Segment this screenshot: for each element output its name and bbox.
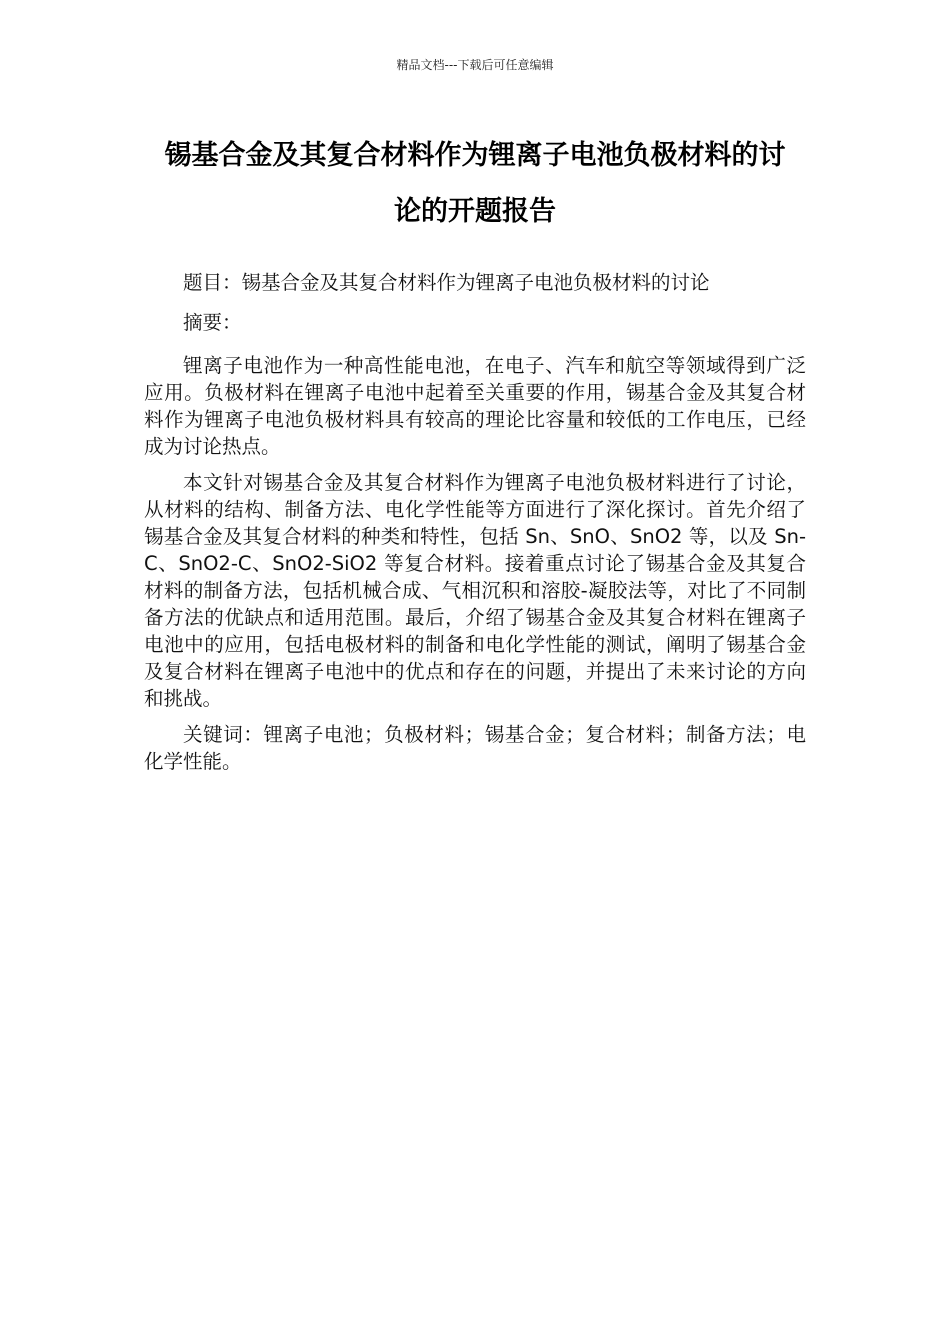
abstract-label: 摘要： <box>183 311 242 334</box>
document-title-line-2: 论的开题报告 <box>394 196 556 227</box>
document-body <box>144 269 806 784</box>
abstract-paragraph: 锂离子电池作为一种高性能电池，在电子、汽车和航空等领域得到广泛应用。负极材料在锂离子电池中起着至关重要的作用，锡基合金及其复合材料作为锂离子电池负极材料具有较高的理论比容量和较低的工作电压，已经成为讨论热点。 <box>144 354 806 458</box>
topic-line: 题目：锡基合金及其复合材料作为锂离子电池负极材料的讨论 <box>183 271 710 294</box>
page-header-note: 精品文档---下载后可任意编辑 <box>396 58 554 72</box>
keywords-line: 关键词：锂离子电池；负极材料；锡基合金；复合材料；制备方法；电化学性能。 <box>144 723 806 773</box>
document-title-line-1: 锡基合金及其复合材料作为锂离子电池负极材料的讨 <box>164 140 786 171</box>
abstract-paragraph: 本文针对锡基合金及其复合材料作为锂离子电池负极材料进行了讨论，从材料的结构、制备方法、电化学性能等方面进行了深化探讨。首先介绍了锡基合金及其复合材料的种类和特性，包括 Sn、SnO、SnO2 等，以及 Sn-C、SnO2-C、SnO2-SiO2 等复合材料。接着重点讨论了锡基合金及其复合材料的制备方法，包括机械合成、气相沉积和溶胶-凝胶法等，对比了不同制备方法的优缺点和适用范围。最后，介绍了锡基合金及其复合材料在锂离子电池中的应用，包括电极材料的制备和电化学性能的测试，阐明了锡基合金及复合材料在锂离子电池中的优点和存在的问题，并提出了未来讨论的方向和挑战。 <box>144 471 806 710</box>
document-title <box>140 128 810 240</box>
